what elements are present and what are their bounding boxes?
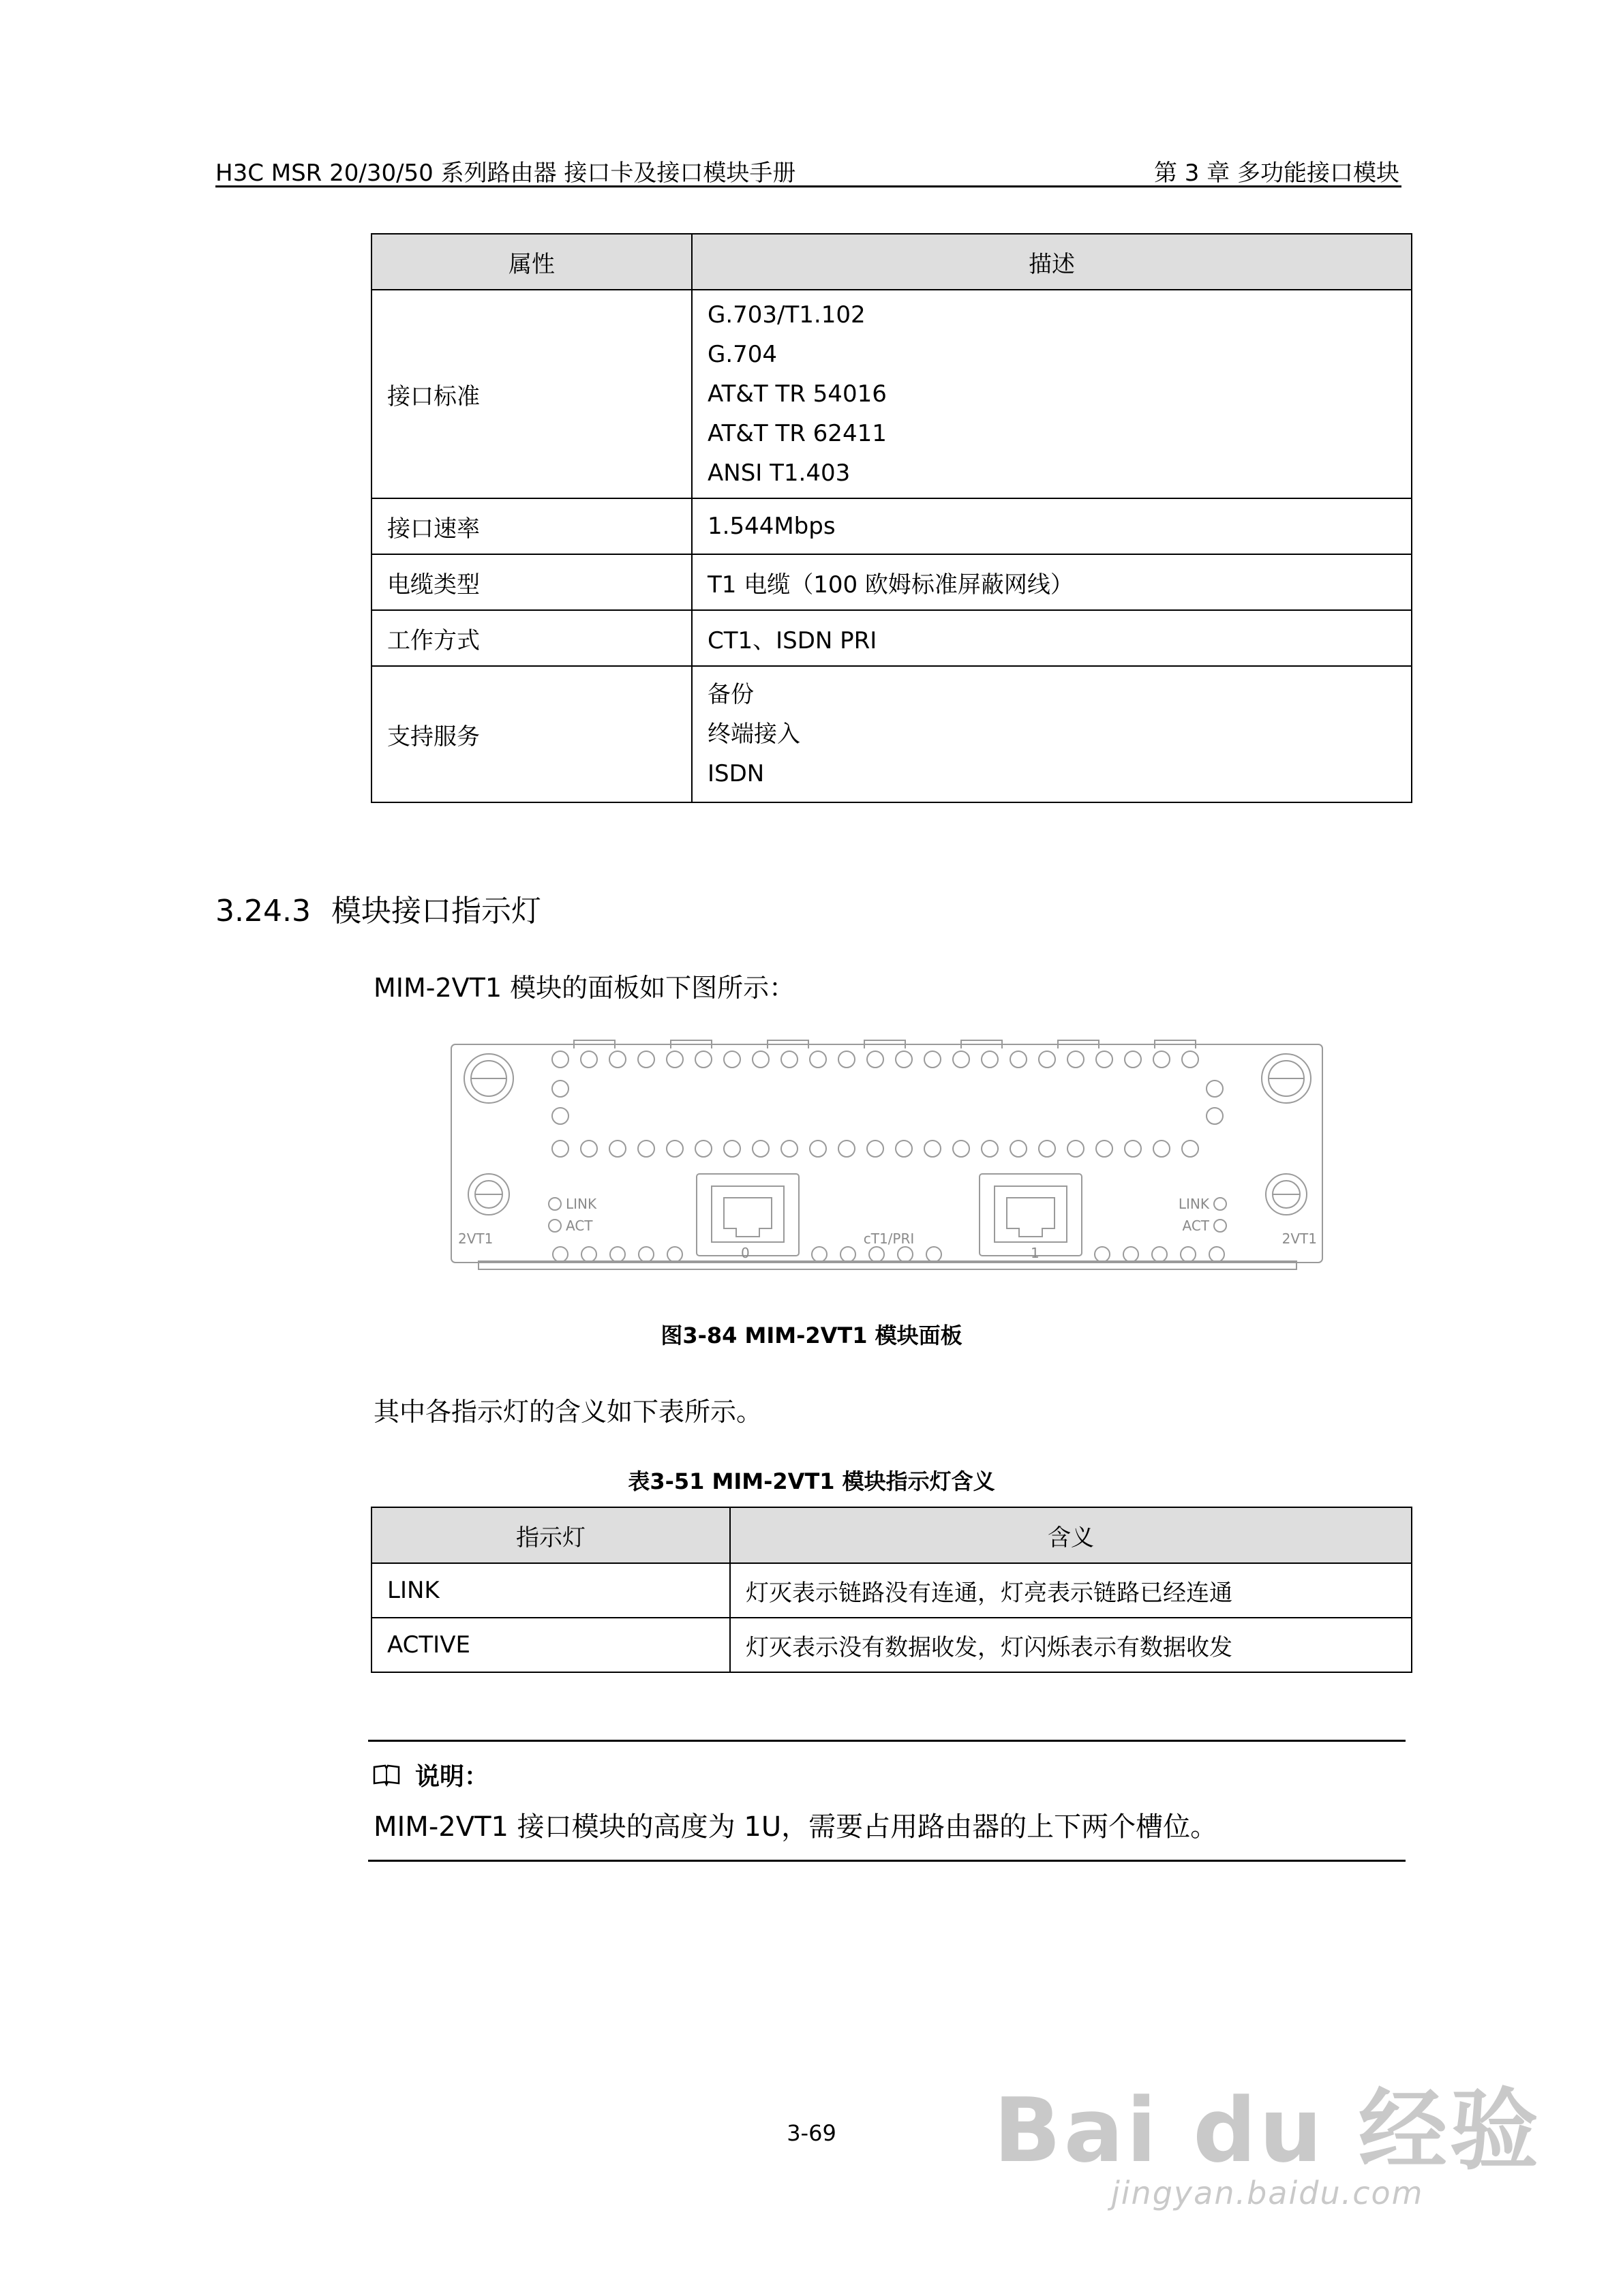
vent-hole xyxy=(867,1051,883,1068)
table-header-row xyxy=(371,1507,1412,1563)
vent-hole xyxy=(810,1141,826,1157)
rj45-port-1 xyxy=(980,1174,1082,1256)
desc-line: AT&T TR 62411 xyxy=(708,420,887,447)
vent-hole xyxy=(581,1247,596,1262)
label-port-0: 0 xyxy=(741,1245,750,1261)
vent-hole xyxy=(953,1051,969,1068)
header-rule xyxy=(215,185,1401,187)
vent-hole xyxy=(639,1247,654,1262)
watermark-brand: Bai du 经验 xyxy=(993,2079,1541,2182)
table-header-cell: 指示灯 xyxy=(371,1507,730,1563)
figure-caption: 图3-84 MIM-2VT1 模块面板 xyxy=(661,1323,962,1348)
desc-line: ISDN xyxy=(708,760,765,787)
vent-hole xyxy=(638,1141,654,1157)
vent-hole xyxy=(812,1247,827,1262)
vent-hole xyxy=(552,1081,568,1097)
vent-hole xyxy=(609,1141,626,1157)
table-header-row xyxy=(371,234,1412,290)
vent-hole xyxy=(1209,1247,1224,1262)
vent-hole xyxy=(1153,1051,1170,1068)
meaning-cell: 灯灭表示没有数据收发，灯闪烁表示有数据收发 xyxy=(730,1618,1412,1672)
desc-cell xyxy=(692,290,1412,498)
vent-hole xyxy=(1125,1141,1141,1157)
vent-hole xyxy=(1207,1081,1223,1097)
label-link-right: LINK xyxy=(1178,1196,1209,1212)
note-text: MIM-2VT1 接口模块的高度为 1U，需要占用路由器的上下两个槽位。 xyxy=(374,1811,1218,1843)
rj45-port-0 xyxy=(697,1174,799,1256)
desc-line: G.703/T1.102 xyxy=(708,301,866,329)
vent-hole xyxy=(1207,1108,1223,1124)
led-cell: LINK xyxy=(371,1563,730,1618)
vent-hole xyxy=(581,1141,597,1157)
table-header-cell: 含义 xyxy=(730,1507,1412,1563)
vent-hole xyxy=(1010,1051,1027,1068)
vent-hole xyxy=(1182,1051,1198,1068)
watermark xyxy=(993,2079,1542,2211)
vent-hole xyxy=(898,1247,913,1262)
vent-hole xyxy=(924,1141,941,1157)
description-paragraph: 其中各指示灯的含义如下表所示。 xyxy=(374,1397,763,1427)
meaning-cell: 灯灭表示链路没有连通，灯亮表示链路已经连通 xyxy=(730,1563,1412,1618)
led-act-left xyxy=(549,1220,561,1232)
table-row xyxy=(371,666,1412,802)
vent-hole xyxy=(781,1141,798,1157)
vent-hole xyxy=(1123,1247,1138,1262)
vent-hole xyxy=(724,1141,740,1157)
attr-cell: 接口速率 xyxy=(371,498,692,554)
vent-hole xyxy=(695,1141,712,1157)
led-table xyxy=(371,1507,1412,1673)
screw-icon xyxy=(1262,1054,1311,1103)
vent-hole xyxy=(896,1051,912,1068)
vent-hole xyxy=(1153,1141,1170,1157)
desc-cell: T1 电缆（100 欧姆标准屏蔽网线） xyxy=(692,554,1412,610)
desc-line: G.704 xyxy=(708,341,778,368)
vent-hole xyxy=(1096,1051,1112,1068)
vent-hole xyxy=(1039,1141,1055,1157)
vent-hole xyxy=(724,1051,740,1068)
vent-hole xyxy=(610,1247,625,1262)
module-panel-figure xyxy=(444,1031,1331,1284)
screw-icon xyxy=(1266,1174,1307,1215)
vent-hole xyxy=(867,1141,883,1157)
led-act-right xyxy=(1214,1220,1226,1232)
label-link-left: LINK xyxy=(566,1196,597,1212)
table-row xyxy=(371,610,1412,666)
vent-hole xyxy=(924,1051,941,1068)
screw-icon xyxy=(468,1174,509,1215)
vent-hole xyxy=(869,1247,884,1262)
label-act-right: ACT xyxy=(1182,1218,1209,1234)
vent-hole xyxy=(1095,1247,1110,1262)
label-model-right: 2VT1 xyxy=(1281,1230,1317,1247)
table-row xyxy=(371,554,1412,610)
vent-hole xyxy=(838,1141,855,1157)
desc-line: AT&T TR 54016 xyxy=(708,380,887,408)
table-caption: 表3-51 MIM-2VT1 模块指示灯含义 xyxy=(628,1468,995,1494)
book-icon xyxy=(371,1763,401,1787)
vent-hole xyxy=(1096,1141,1112,1157)
vent-hole xyxy=(1010,1141,1027,1157)
vent-hole xyxy=(781,1051,798,1068)
vent-hole xyxy=(1067,1051,1084,1068)
label-ct1-pri: cT1/PRI xyxy=(863,1230,915,1247)
header-title: H3C MSR 20/30/50 系列路由器 接口卡及接口模块手册 xyxy=(215,160,796,187)
note-title: 说明： xyxy=(415,1763,489,1791)
table-row xyxy=(371,1563,1412,1618)
vent-hole xyxy=(667,1141,683,1157)
vent-hole xyxy=(896,1141,912,1157)
page-number: 3-69 xyxy=(787,2120,836,2146)
attr-cell: 电缆类型 xyxy=(371,554,692,610)
vent-hole xyxy=(1182,1141,1198,1157)
vent-hole xyxy=(926,1247,941,1262)
table-row xyxy=(371,290,1412,498)
led-cell: ACTIVE xyxy=(371,1618,730,1672)
header-chapter: 第 3 章 多功能接口模块 xyxy=(1153,160,1399,187)
vent-hole xyxy=(838,1051,855,1068)
attribute-table xyxy=(371,233,1412,803)
vent-hole xyxy=(552,1051,568,1068)
desc-line: 终端接入 xyxy=(708,721,800,748)
attr-cell: 支持服务 xyxy=(371,666,692,802)
section-number: 3.24.3 xyxy=(215,894,311,928)
attr-cell: 接口标准 xyxy=(371,290,692,498)
screw-icon xyxy=(464,1054,513,1103)
label-model-left: 2VT1 xyxy=(458,1230,494,1247)
table-row xyxy=(371,498,1412,554)
note-top-rule xyxy=(368,1740,1406,1742)
intro-paragraph: MIM-2VT1 模块的面板如下图所示： xyxy=(374,973,795,1003)
desc-cell xyxy=(692,666,1412,802)
vent-hole xyxy=(1039,1051,1055,1068)
vent-hole xyxy=(581,1051,597,1068)
note-bottom-rule xyxy=(368,1860,1406,1862)
desc-line: ANSI T1.403 xyxy=(708,459,851,487)
desc-line: 备份 xyxy=(708,681,754,708)
note-heading xyxy=(371,1757,489,1792)
vent-hole xyxy=(982,1141,998,1157)
vent-hole xyxy=(1152,1247,1167,1262)
label-act-left: ACT xyxy=(566,1218,593,1234)
vent-hole xyxy=(695,1051,712,1068)
vent-hole xyxy=(1125,1051,1141,1068)
vent-hole xyxy=(1181,1247,1196,1262)
vent-hole xyxy=(982,1051,998,1068)
label-port-1: 1 xyxy=(1031,1245,1040,1261)
vent-hole xyxy=(953,1141,969,1157)
vent-hole xyxy=(753,1051,769,1068)
vent-hole xyxy=(840,1247,855,1262)
vent-hole xyxy=(638,1051,654,1068)
vent-hole xyxy=(552,1141,568,1157)
vent-hole xyxy=(609,1051,626,1068)
table-header-cell: 描述 xyxy=(692,234,1412,290)
vent-hole xyxy=(552,1108,568,1124)
desc-cell: 1.544Mbps xyxy=(692,498,1412,554)
table-row xyxy=(371,1618,1412,1672)
led-link-right xyxy=(1214,1198,1226,1210)
vent-hole xyxy=(667,1051,683,1068)
desc-cell: CT1、ISDN PRI xyxy=(692,610,1412,666)
watermark-url: jingyan.baidu.com xyxy=(1111,2175,1424,2211)
vent-hole xyxy=(810,1051,826,1068)
table-header-cell: 属性 xyxy=(371,234,692,290)
vent-hole xyxy=(753,1141,769,1157)
led-link-left xyxy=(549,1198,561,1210)
section-title: 模块接口指示灯 xyxy=(331,894,541,928)
vent-hole xyxy=(667,1247,682,1262)
attr-cell: 工作方式 xyxy=(371,610,692,666)
vent-hole xyxy=(1067,1141,1084,1157)
section-heading xyxy=(215,886,541,930)
vent-hole xyxy=(553,1247,568,1262)
